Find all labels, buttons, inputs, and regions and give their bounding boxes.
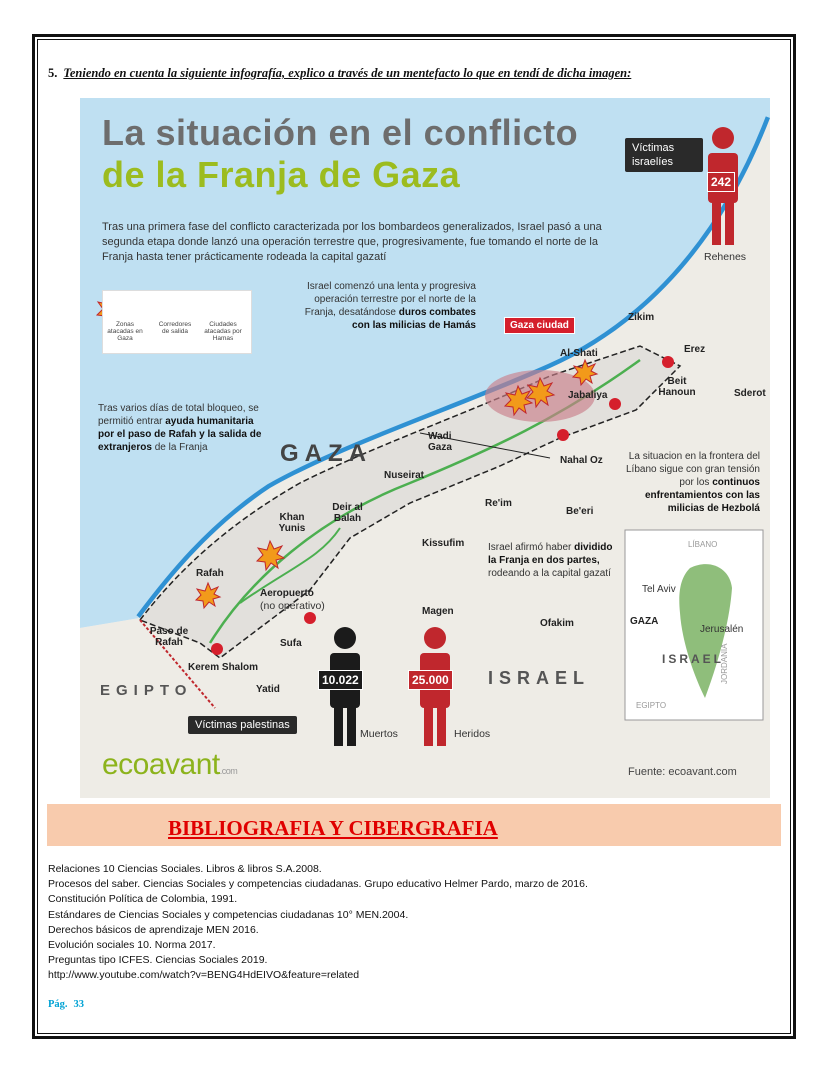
page-label: Pág. xyxy=(48,999,68,1010)
place-no-operativo: (no operativo) xyxy=(260,600,325,612)
inset-egipto: EGIPTO xyxy=(636,701,667,710)
place-deir-al-balah: Deir al Balah xyxy=(332,502,363,524)
palestinian-victims-label: Víctimas palestinas xyxy=(188,716,297,734)
inset-tel-aviv: Tel Aviv xyxy=(642,584,676,595)
reference-item: Preguntas tipo ICFES. Ciencias Sociales 2019. xyxy=(48,954,268,967)
wounded-label: Heridos xyxy=(454,728,491,740)
bibliography-title: BIBLIOGRAFIA Y CIBERGRAFIA xyxy=(168,816,498,840)
source-credit: Fuente: ecoavant.com xyxy=(628,766,737,778)
ecoavant-logo xyxy=(102,748,237,782)
place-rafah: Rafah xyxy=(196,568,224,579)
callout-divided-text1: Israel afirmó haber xyxy=(488,542,572,553)
callout-lebanon-text: La situacion en la frontera del Líbano sigue con gran tensión por los xyxy=(626,451,760,488)
place-zikim: Zikim xyxy=(628,312,655,323)
gaza-infographic xyxy=(80,98,770,798)
place-al-shati: Al-Shati xyxy=(560,348,598,359)
page-number xyxy=(48,999,84,1010)
inset-israel: ISRAEL xyxy=(662,652,725,666)
logo-suffix: .com xyxy=(219,766,238,776)
place-erez: Erez xyxy=(684,344,706,355)
page-number-value: 33 xyxy=(73,999,85,1010)
place-nahal-oz: Nahal Oz xyxy=(560,455,603,466)
place-beeri: Be'eri xyxy=(566,506,594,517)
legend-corridors: Corredores de salida xyxy=(158,321,192,335)
callout-divided-bold: dividido la Franja en dos partes, xyxy=(488,542,613,566)
infographic-title-line1: La situación en el conflicto xyxy=(102,112,579,153)
logo-text: ecoavant xyxy=(102,748,220,781)
callout-humanitarian xyxy=(98,402,266,454)
callout-divided-text2: rodeando a la capital gazatí xyxy=(488,568,611,579)
dead-label: Muertos xyxy=(360,728,398,740)
inset-libano: LÍBANO xyxy=(688,540,718,549)
callout-ground-bold: duros combates con las milicias de Hamás xyxy=(352,307,476,331)
legend-zones: Zonas atacadas en Gaza xyxy=(107,321,143,342)
place-yatid: Yatid xyxy=(256,684,280,695)
reference-list xyxy=(48,862,588,984)
callout-ground-text: Israel comenzó una lenta y progresiva operación terrestre por el norte de la Franja, desatándose xyxy=(304,281,476,318)
place-beit-hanoun: Beit Hanoun xyxy=(658,376,696,398)
place-paso-de-rafah: Paso de Rafah xyxy=(149,626,189,648)
place-magen: Magen xyxy=(422,606,454,617)
place-kissufim: Kissufim xyxy=(422,538,465,549)
infographic-intro: Tras una primera fase del conflicto caracterizada por los bombardeos generalizados, Israel pasó a una segunda etapa donde lanzó una operación terrestre que, progresivamente, fue tomando el norte de la Franja hasta tener prácticamente rodeada la capital gazatí xyxy=(102,221,602,263)
place-sderot: Sderot xyxy=(734,388,766,399)
question-5 xyxy=(48,66,631,81)
reference-item: Relaciones 10 Ciencias Sociales. Libros & libros S.A.2008. xyxy=(48,863,322,875)
reference-item: Evolución sociales 10. Norma 2017. xyxy=(48,939,216,952)
hostages-label: Rehenes xyxy=(704,251,747,263)
callout-ground-operation xyxy=(298,280,476,332)
legend-cities: Ciudades atacadas por Hamas xyxy=(204,321,242,342)
callout-humanitarian-bold: ayuda humanitaria por el paso de Rafah y la salida de extranjeros xyxy=(98,416,262,453)
place-ofakim: Ofakim xyxy=(540,618,574,629)
infographic-title-line2: de la Franja de Gaza xyxy=(102,154,461,195)
region-egipto: EGIPTO xyxy=(100,682,193,699)
inset-jordania: JORDANIA xyxy=(720,643,729,684)
gaza-city-badge: Gaza ciudad xyxy=(504,317,575,334)
reference-item: Derechos básicos de aprendizaje MEN 2016. xyxy=(48,923,259,936)
callout-humanitarian-text2: de la Franja xyxy=(154,442,208,453)
place-kerem-shalom: Kerem Shalom xyxy=(188,662,259,673)
question-number: 5. xyxy=(48,66,58,80)
place-reim: Re'im xyxy=(485,498,512,509)
place-khan-yunis: Khan Yunis xyxy=(278,512,306,534)
israeli-victims-label: Víctimas israelíes xyxy=(625,138,703,172)
callout-lebanon xyxy=(610,450,760,515)
region-israel: ISRAEL xyxy=(488,668,591,688)
region-gaza: GAZA xyxy=(280,440,372,467)
place-wadi-gaza: Wadi Gaza xyxy=(428,431,452,453)
inset-jerusalen: Jerusalén xyxy=(700,624,744,635)
reference-item: Estándares de Ciencias Sociales y competencias ciudadanas 10° MEN.2004. xyxy=(48,908,409,921)
reference-link[interactable]: http://www.youtube.com/watch?v=BENG4HdEIVO&feature=related xyxy=(48,969,360,982)
wounded-count: 25.000 xyxy=(408,670,453,690)
reference-item: Procesos del saber. Ciencias Sociales y competencias ciudadanas. Grupo educativo Helmer Pardo, marzo de 2016. xyxy=(48,878,588,891)
dead-count: 10.022 xyxy=(318,670,363,690)
hostages-count: 242 xyxy=(707,172,735,192)
place-aeropuerto: Aeropuerto xyxy=(260,588,314,599)
reference-item: Constitución Política de Colombia, 1991. xyxy=(48,893,238,906)
question-text: Teniendo en cuenta la siguiente infografía, explico a través de un mentefacto lo que en tendí de dicha imagen: xyxy=(63,66,632,80)
callout-divided xyxy=(488,541,618,580)
place-sufa: Sufa xyxy=(280,638,302,649)
place-jabaliya: Jabaliya xyxy=(568,390,608,401)
inset-gaza: GAZA xyxy=(630,616,659,627)
callout-lebanon-bold: continuos enfrentamientos con las milicias de Hezbolá xyxy=(644,477,760,514)
place-nuseirat: Nuseirat xyxy=(384,470,425,481)
map-legend xyxy=(102,290,252,354)
callout-humanitarian-text1: Tras varios días de total bloqueo, se permitió entrar xyxy=(98,403,259,427)
